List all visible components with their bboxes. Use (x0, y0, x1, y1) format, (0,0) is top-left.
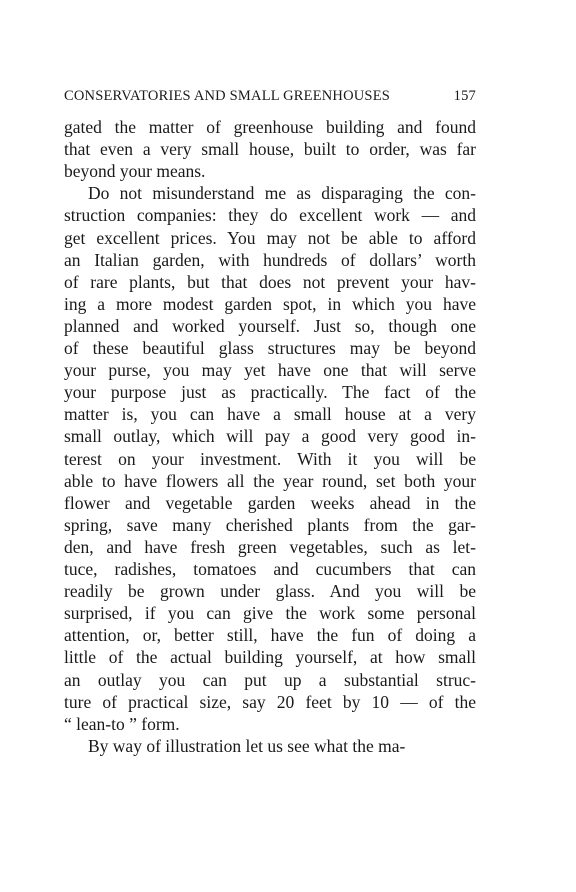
running-header (64, 88, 476, 112)
text-line: surprised, if you can give the work some personal (64, 603, 476, 624)
text-line: “ lean-to ” form. (64, 713, 180, 734)
text-line: spring, save many cherished plants from the gar- (64, 514, 476, 535)
text-line: matter is, you can have a small house at a very (64, 404, 476, 425)
text-line: get excellent prices. You may not be able to afford (64, 227, 476, 248)
text-line: struction companies: they do excellent work — and (64, 205, 476, 226)
text-line: of these beautiful glass structures may be beyond (64, 338, 476, 358)
text-line: able to have flowers all the year round, set both your (64, 470, 476, 491)
text-line: terest on your investment. With it you will be (64, 448, 476, 469)
running-title: CONSERVATORIES AND SMALL GREENHOUSES (64, 88, 391, 104)
text-line: little of the actual building yourself, at how small (64, 647, 476, 668)
text-line: ing a more modest garden spot, in which you have (64, 293, 476, 314)
text-line: planned and worked yourself. Just so, though one (64, 315, 476, 336)
text-line: an outlay you can put up a substantial struc- (64, 669, 476, 690)
text-line: small outlay, which will pay a good very good in- (64, 426, 476, 447)
text-line: attention, or, better still, have the fun of doing a (64, 625, 476, 646)
text-line: ture of practical size, say 20 feet by 10 — of the (64, 691, 476, 712)
text-line: an Italian garden, with hundreds of dollars’ worth (64, 249, 476, 270)
text-line: that even a very small house, built to order, was far (64, 139, 476, 160)
text-line: beyond your means. (64, 161, 206, 182)
text-line: readily be grown under glass. And you will be (64, 581, 476, 602)
text-line: flower and vegetable garden weeks ahead in the (64, 492, 476, 513)
text-line: Do not misunderstand me as disparaging the con- (88, 183, 476, 204)
text-line: your purpose just as practically. The fact of the (64, 382, 476, 403)
text-line: By way of illustration let us see what the ma- (88, 735, 406, 756)
text-line: den, and have fresh green vegetables, such as let- (64, 536, 476, 557)
page-number: 157 (453, 88, 476, 104)
text-line: gated the matter of greenhouse building and found (64, 117, 476, 137)
text-line: of rare plants, but that does not prevent your hav- (64, 271, 476, 292)
text-line: your purse, you may yet have one that will serve (64, 360, 476, 381)
text-line: tuce, radishes, tomatoes and cucumbers that can (64, 559, 476, 579)
